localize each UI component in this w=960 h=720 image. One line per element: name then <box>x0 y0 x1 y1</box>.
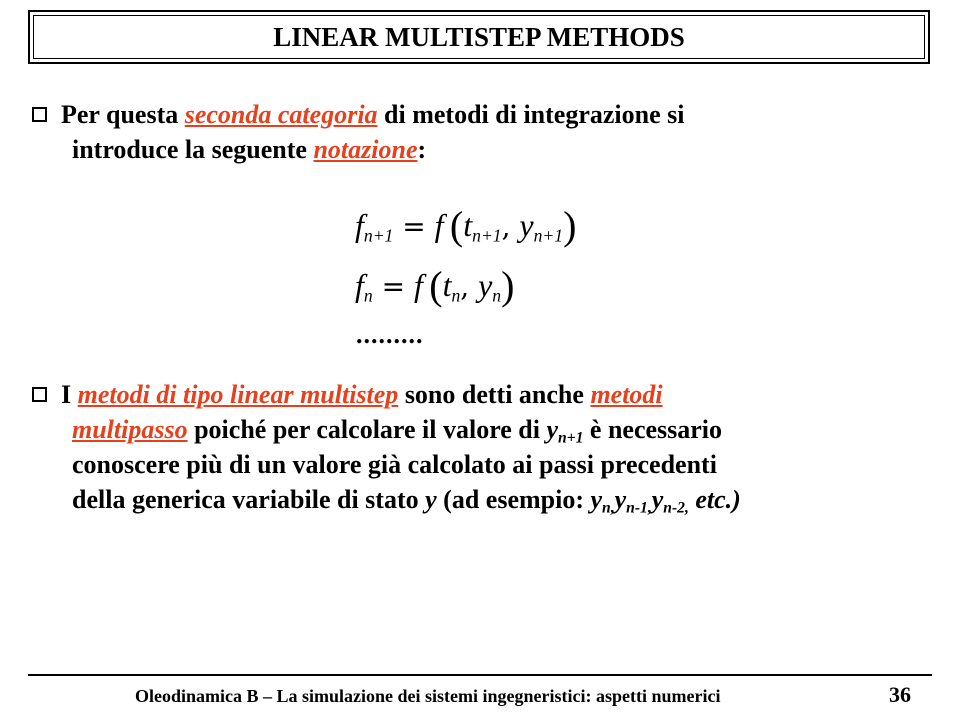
bullet-notation <box>32 97 912 167</box>
title-frame <box>28 10 930 64</box>
equation-ellipsis: ......... <box>356 320 424 349</box>
highlight-metodi-linear-multistep: metodi di tipo linear multistep <box>77 380 399 409</box>
equation-f-n-plus-1: $f_{n+1} = f$ ($t_{n+1}$, $y_{n+1}$) <box>355 203 577 248</box>
bullet-multistep-line-4: della generica variabile di stato y (ad esempio: $y_{n,}y_{n-1,}y_{n-2,}$ etc.) <box>72 485 741 517</box>
highlight-notazione: notazione <box>313 135 418 164</box>
highlight-metodi: metodi <box>590 380 663 409</box>
footer-divider <box>28 674 932 676</box>
close-paren: ) <box>563 203 577 248</box>
page-number: 36 <box>889 682 911 707</box>
checkbox-bullet-icon <box>32 107 47 122</box>
checkbox-bullet-icon <box>32 387 47 402</box>
footer-course-title: Oleodinamica B – La simulazione dei sistemi ingegneristici: aspetti numerici <box>135 686 721 706</box>
bullet-multistep <box>32 377 912 517</box>
bullet-multistep-line-3: conoscere più di un valore già calcolato ai passi precedenti <box>72 450 717 479</box>
open-paren: ( <box>449 203 464 248</box>
bullet-multistep-line-2: multipasso poiché per calcolare il valore di $y_{n+1}$ è necessario <box>72 415 723 447</box>
highlight-multipasso: multipasso <box>72 415 188 444</box>
open-paren: ( <box>429 263 443 308</box>
highlight-seconda-categoria: seconda categoria <box>184 100 378 129</box>
bullet-notation-line-2: introduce la seguente notazione: <box>72 135 427 164</box>
bullet-multistep-line-1: I metodi di tipo linear multistep sono detti anche metodi <box>32 377 912 412</box>
bullet-notation-line-1: Per questa seconda categoria di metodi di integrazione si <box>32 97 912 132</box>
equation-f-n: $f_n = f$ ($t_n$, $y_n$) <box>355 263 515 308</box>
slide-title: LINEAR MULTISTEP METHODS <box>33 15 925 59</box>
close-paren: ) <box>501 263 515 308</box>
